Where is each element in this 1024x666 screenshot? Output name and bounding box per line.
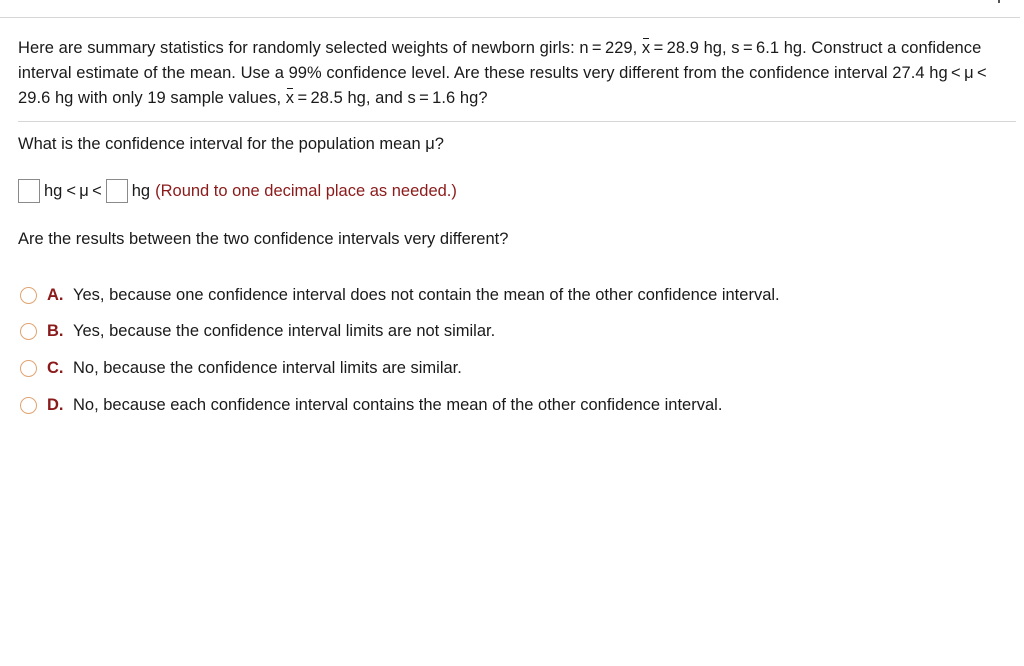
answer-options [20,283,780,430]
option-b[interactable] [20,320,780,344]
option-a[interactable] [20,283,780,307]
question-divider [18,121,1016,122]
question-segment: Here are summary statistics for randomly selected weights of newborn girls: n = 229, [18,39,642,57]
rounding-note: (Round to one decimal place as needed.) [155,181,457,200]
question-segment: = 28.5 hg, and s = 1.6 hg? [294,89,488,107]
lower-bound-input[interactable] [18,179,40,203]
option-d[interactable] [20,393,780,417]
option-text: Yes, because one confidence interval does not contain the mean of the other confidence interval. [73,285,780,304]
option-letter: D. [47,395,64,414]
radio-button[interactable] [20,360,37,377]
radio-button[interactable] [20,397,37,414]
corner-mark [998,0,1000,3]
option-letter: C. [47,358,64,377]
upper-bound-input[interactable] [106,179,128,203]
unit-label: hg [44,181,63,200]
xbar-symbol: x [642,36,650,61]
question-text [18,36,1018,111]
interval-answer-row [18,177,457,205]
option-text: No, because each confidence interval contains the mean of the other confidence interval. [73,395,723,414]
unit-label: hg [131,181,151,200]
top-divider [0,17,1020,18]
option-text: Yes, because the confidence interval limits are not similar. [73,322,496,341]
mu-inequality: < μ < [66,181,102,200]
option-c[interactable] [20,356,780,380]
comparison-prompt: Are the results between the two confidence intervals very different? [18,230,509,248]
interval-prompt: What is the confidence interval for the population mean μ? [18,135,444,153]
option-letter: A. [47,285,64,304]
radio-button[interactable] [20,287,37,304]
radio-button[interactable] [20,323,37,340]
option-text: No, because the confidence interval limits are similar. [73,358,462,377]
xbar-symbol: x [286,86,294,111]
question-segment: = 28.9 hg, s = 6.1 hg. Construct a confidence interval estimate of the mean. Use a 99% confidence level. Are these results very different from the confidence interval 27.4 hg < μ < 29.6 hg with only 19 sample values, [18,39,991,107]
option-letter: B. [47,322,64,341]
